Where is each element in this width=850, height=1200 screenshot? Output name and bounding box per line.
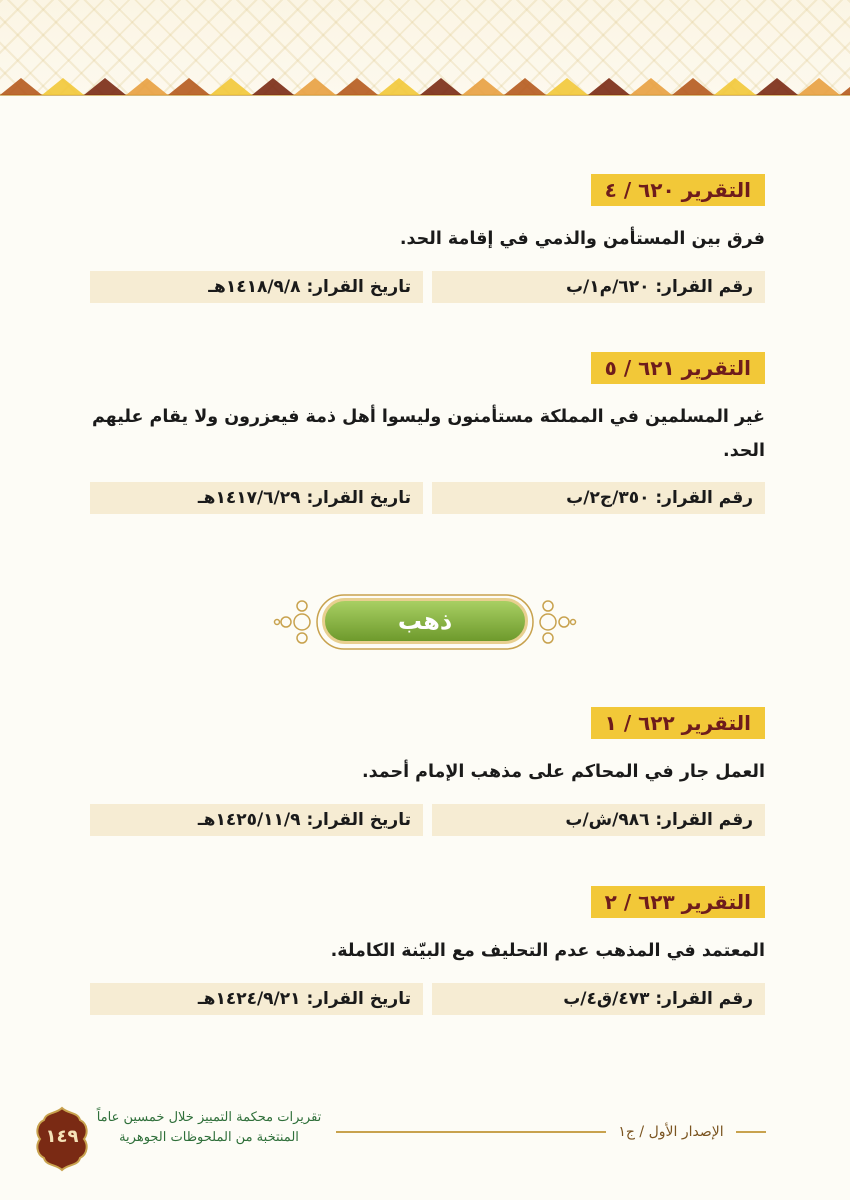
- report-text: غير المسلمين في المملكة مستأمنون وليسوا أهل ذمة فيعزرون ولا يقام عليهم الحد.: [91, 407, 765, 461]
- report-label: التقرير ٦٢١ / ٥: [591, 352, 765, 384]
- footer-volume: الإصدار الأول / ج١: [606, 1118, 736, 1146]
- decision-number: رقم القرار: ٦٢٠/م١/ب: [432, 271, 765, 303]
- decision-number: رقم القرار: ٣٥٠/ج٢/ب: [432, 482, 765, 514]
- header-triangle-border: [0, 72, 850, 96]
- footer-book-title: [84, 1108, 334, 1148]
- decision-date: تاريخ القرار: ١٤١٨/٩/٨هـ: [90, 271, 423, 303]
- report-label: التقرير ٦٢٠ / ٤: [591, 174, 765, 206]
- footer-title-line2: المنتخبة من الملحوظات الجوهرية: [119, 1130, 299, 1145]
- decision-meta: [90, 482, 765, 514]
- section-title: ذهب: [322, 598, 528, 644]
- decision-meta: [90, 804, 765, 836]
- report-label: التقرير ٦٢٣ / ٢: [591, 886, 765, 918]
- footer-title-line1: تقريرات محكمة التمييز خلال خمسين عاماً: [96, 1110, 322, 1125]
- report-text: المعتمد في المذهب عدم التحليف مع البيّنة الكاملة.: [330, 941, 765, 961]
- report-text: العمل جار في المحاكم على مذهب الإمام أحمد.: [361, 762, 765, 782]
- decision-date: تاريخ القرار: ١٤٢٥/١١/٩هـ: [90, 804, 423, 836]
- decision-date: تاريخ القرار: ١٤١٧/٦/٢٩هـ: [90, 482, 423, 514]
- decision-meta: [90, 983, 765, 1015]
- decision-meta: [90, 271, 765, 303]
- report-label: التقرير ٦٢٢ / ١: [591, 707, 765, 739]
- decision-date: تاريخ القرار: ١٤٢٤/٩/٢١هـ: [90, 983, 423, 1015]
- decision-number: رقم القرار: ٩٨٦/ش/ب: [432, 804, 765, 836]
- page-number: ١٤٩: [45, 1126, 79, 1147]
- decision-number: رقم القرار: ٤٧٣/ق٤/ب: [432, 983, 765, 1015]
- report-text: فرق بين المستأمن والذمي في إقامة الحد.: [399, 229, 765, 249]
